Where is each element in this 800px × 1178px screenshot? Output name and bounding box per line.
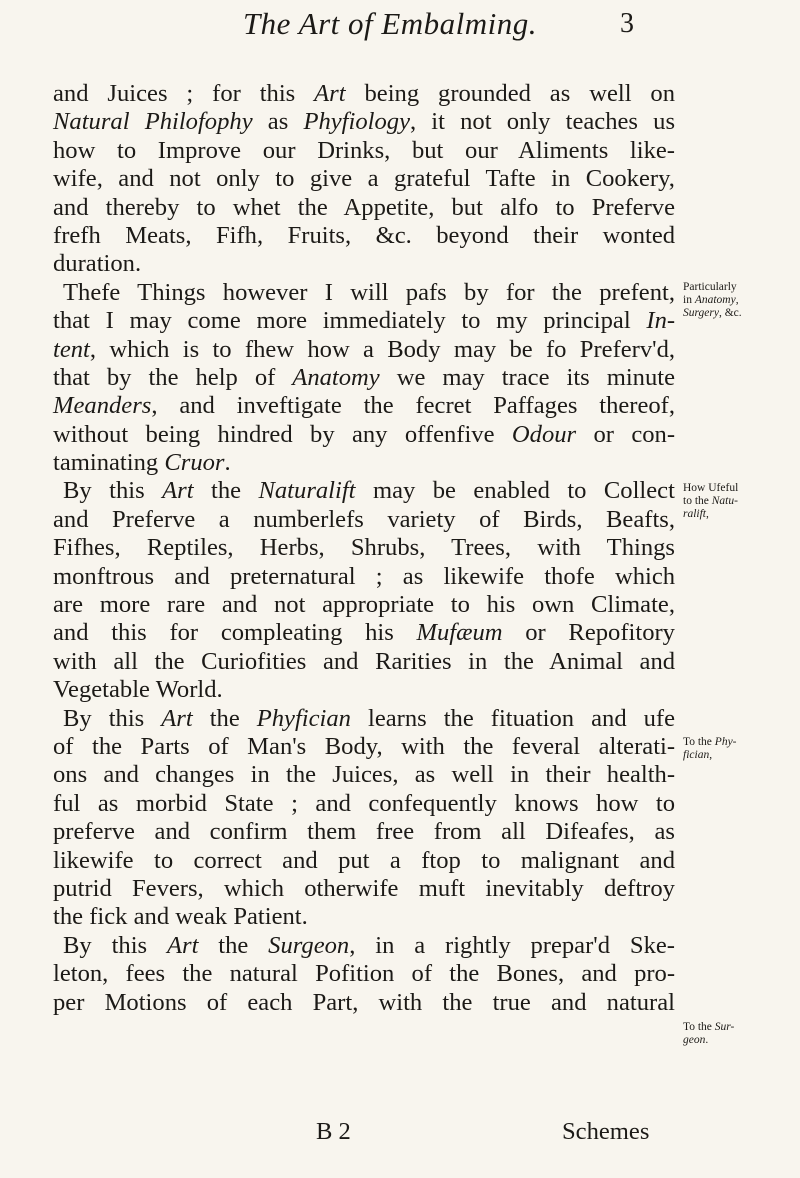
page-header	[0, 6, 800, 46]
margin-note-line: in Anatomy,	[683, 294, 739, 306]
text-line: By this Art the Surgeon, in a rightly prepar'd Ske-	[63, 931, 675, 959]
text-line: and Juices ; for this Art being grounded as well on	[53, 80, 676, 107]
text-line: likewife to correct and put a ftop to malignant and	[53, 846, 676, 874]
margin-note-surgeon	[683, 1021, 795, 1047]
margin-note-line: To the Sur-	[683, 1021, 735, 1033]
margin-note-line: To the Phy-	[683, 736, 737, 748]
text-line: that I may come more immediately to my principal In-	[53, 307, 676, 335]
text-line: taminating Cruor.	[53, 449, 231, 477]
text-line: with all the Curiofities and Rarities in the Animal and	[53, 647, 676, 675]
text-line: are more rare and not appropriate to his own Climate,	[53, 591, 675, 619]
text-line: Natural Philofophy as Phyfiology, it not only teaches us	[53, 108, 676, 136]
margin-note-line: ralift,	[683, 508, 709, 520]
text-line: Thefe Things however I will pafs by for the prefent,	[63, 278, 676, 306]
running-title: The Art of Embalming.	[242, 6, 538, 41]
page-number: 3	[620, 8, 634, 39]
body-text	[53, 80, 675, 1017]
margin-note-line: Particularly	[683, 281, 737, 293]
text-line: and this for compleating his Mufæum or Repofitory	[53, 619, 675, 647]
text-line: of the Parts of Man's Body, with the feveral alterati-	[53, 732, 676, 760]
text-line: Vegetable World.	[53, 676, 223, 704]
text-line: putrid Fevers, which otherwife muft inevitably deftroy	[53, 874, 675, 902]
text-line: duration.	[53, 250, 142, 278]
text-line: and Preferve a numberlefs variety of Birds, Beafts,	[53, 505, 675, 533]
catchword: Schemes	[562, 1118, 650, 1145]
text-line: without being hindred by any offenfive Odour or con-	[53, 420, 676, 448]
margin-note-anatomy	[683, 281, 795, 320]
margin-note-line: to the Natu-	[683, 495, 738, 507]
text-line: By this Art the Naturalift may be enabled to Collect	[63, 477, 675, 505]
text-line: ful as morbid State ; and confequently knows how to	[53, 789, 676, 817]
text-line: the fick and weak Patient.	[53, 903, 308, 931]
text-line: that by the help of Anatomy we may trace its minute	[53, 363, 676, 391]
margin-note-line: How Ufeful	[683, 482, 739, 494]
text-line: ons and changes in the Juices, as well in their health-	[53, 761, 676, 789]
text-line: how to Improve our Drinks, but our Aliments like-	[53, 136, 675, 164]
text-line: tent, which is to fhew how a Body may be fo Preferv'd,	[53, 335, 676, 363]
text-line: monftrous and preternatural ; as likewife thofe which	[53, 562, 676, 590]
text-line: leton, fees the natural Pofition of the Bones, and pro-	[53, 960, 676, 988]
signature-mark: B 2	[316, 1118, 351, 1145]
text-line: wife, and not only to give a grateful Tafte in Cookery,	[53, 165, 675, 193]
text-line: Meanders, and inveftigate the fecret Paffages thereof,	[53, 392, 676, 420]
text-line: Fifhes, Reptiles, Herbs, Shrubs, Trees, with Things	[53, 534, 675, 562]
text-line: per Motions of each Part, with the true and natural	[53, 988, 675, 1016]
margin-note-physician	[683, 736, 795, 762]
margin-note-line: geon.	[683, 1034, 709, 1046]
margin-note-line: Surgery, &c.	[683, 307, 742, 319]
text-line: frefh Meats, Fifh, Fruits, &c. beyond their wonted	[53, 221, 676, 249]
page-footer	[0, 1118, 800, 1148]
margin-note-line: fician,	[683, 749, 713, 761]
text-line: preferve and confirm them free from all Difeafes, as	[53, 818, 675, 846]
text-line: and thereby to whet the Appetite, but alfo to Preferve	[53, 193, 675, 221]
margin-note-naturalist	[683, 482, 795, 521]
text-line: By this Art the Phyfician learns the fituation and ufe	[63, 704, 676, 732]
